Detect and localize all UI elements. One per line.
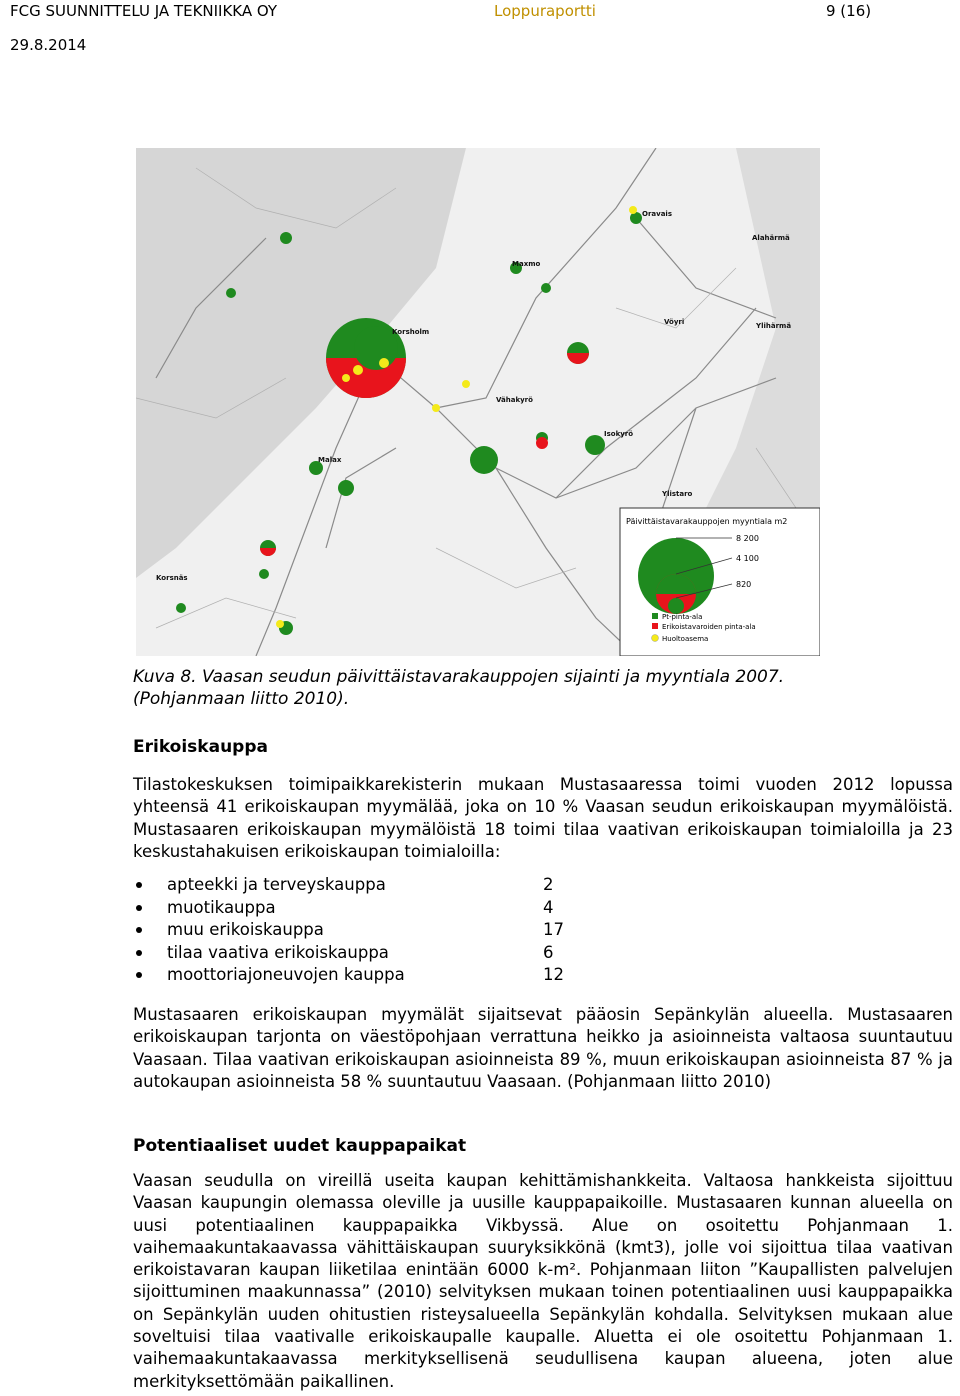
list-item-value: 2 [543, 875, 554, 894]
map-legend [620, 508, 820, 656]
list-item [133, 874, 633, 897]
header-date: 29.8.2014 [10, 36, 87, 54]
list-item-label: apteekki ja terveyskauppa [167, 875, 386, 894]
bullet-icon [136, 905, 142, 911]
place-label: Oravais [642, 210, 672, 218]
legend-scale-value: 8 200 [736, 534, 759, 543]
list-item-value: 17 [543, 920, 564, 939]
bullet-icon [136, 950, 142, 956]
list-item [133, 964, 633, 987]
bullet-icon [136, 882, 142, 888]
place-label: Vöyri [664, 318, 685, 326]
list-item-label: moottoriajoneuvojen kauppa [167, 965, 405, 984]
list-item [133, 897, 633, 920]
place-label: Ylistaro [662, 490, 693, 498]
page-header [0, 0, 960, 60]
store-location-map [136, 148, 820, 656]
map-graphic [136, 148, 820, 656]
caption-line-1: Kuva 8. Vaasan seudun päivittäistavarakauppojen sijainti ja myyntiala 2007. [133, 667, 785, 687]
place-label: Korsnäs [156, 574, 188, 582]
header-organization: FCG SUUNNITTELU JA TEKNIIKKA OY [10, 2, 278, 20]
store-category-list [133, 874, 633, 987]
caption-line-2: (Pohjanmaan liitto 2010). [133, 689, 350, 709]
place-label: Vähakyrö [496, 396, 533, 404]
list-item-label: muu erikoiskauppa [167, 920, 324, 939]
list-item [133, 942, 633, 965]
legend-swatch-erikois [652, 623, 658, 629]
list-item [133, 919, 633, 942]
place-label: Alahärmä [752, 234, 790, 242]
header-document-title: Loppuraportti [494, 2, 596, 20]
list-item-label: muotikauppa [167, 897, 276, 917]
legend-swatch-huolto [652, 635, 659, 642]
legend-title: Päivittäistavarakauppojen myyntiala m2 [626, 517, 788, 526]
place-label: Korsholm [392, 328, 430, 336]
legend-scale-value: 820 [736, 580, 752, 589]
place-label: Isokyrö [604, 430, 634, 438]
paragraph-kauppapaikat-body: Vaasan seudulla on vireillä useita kaupan kehittämishankkeita. Valtaosa hankkeista sijoittuu Vaasan kaupungin olemassa oleville ja uusille kauppapaikoille. Mustasaaren kunnan alueella on uusi potentiaalinen kauppapaikka Vikbyssä. Alue on osoitettu Pohjanmaan 1. vaihemaakuntakaavassa vähittäiskaupan suuryksikkönä (kmt3), jolle voi sijoittua tilaa vaativan erikoistavaran kaupan liiketilaa enintään 6000 k-m². Pohjanmaan liiton ”Kaupallisten palvelujen sijoittuminen maakunnassa” (2010) selvityksen mukaan toinen potentiaalinen uusi kauppapaikka on Sepänkylän uuden ohitustien risteysalueella Sepänkylän kohdalla. Selvityksen mukaan alue soveltuisi tilaa vaativalle erikoiskaupalle kaupalle. Aluetta ei ole osoitettu Pohjanmaan 1. vaihemaakuntakaavassa merkityksellisenä seudullisena kaupan alueena, joten alue merkityksettömään paikallinen. [133, 1171, 953, 1391]
section-heading-kauppapaikat: Potentiaaliset uudet kauppapaikat [133, 1136, 467, 1156]
place-label: Maxmo [512, 260, 541, 268]
place-label: Malax [318, 456, 342, 464]
list-item-value: 4 [543, 897, 554, 917]
legend-item-label: Pt-pinta-ala [662, 613, 703, 621]
list-item-value: 12 [543, 965, 564, 984]
place-label: Ylihärmä [756, 322, 792, 330]
legend-swatch-pt [652, 613, 658, 619]
legend-item-label: Huoltoasema [662, 635, 709, 643]
legend-item-label: Erikoistavaroiden pinta-ala [662, 623, 756, 631]
paragraph-erikoiskauppa-body: Mustasaaren erikoiskaupan myymälät sijaitsevat pääosin Sepänkylän alueella. Mustasaaren erikoiskaupan tarjonta on väestöpohjaan verrattuna heikko ja asioinneista valtaosa suuntautuu Vaasaan. Tilaa vaativan erikoiskaupan asioinneista 89 %, muun erikoiskaupan asioinneista 87 % ja autokaupan asioinneista 58 % suuntautuu Vaasaan. (Pohjanmaan liitto 2010) [133, 1005, 953, 1091]
section-heading-erikoiskauppa: Erikoiskauppa [133, 737, 268, 757]
paragraph-erikoiskauppa-intro: Tilastokeskuksen toimipaikkarekisterin mukaan Mustasaaressa toimi vuoden 2012 lopussa yhteensä 41 erikoiskaupan myymälää, joka on 10 % Vaasan seudun erikoiskaupan myymälöistä. Mustasaaren erikoiskaupan myymälöistä 18 toimi tilaa vaativan erikoiskaupan toimialoilla ja 23 keskustahakuisen erikoiskaupan toimialoilla: [133, 775, 953, 861]
figure-caption [133, 666, 933, 710]
list-item-label: tilaa vaativa erikoiskauppa [167, 942, 389, 962]
legend-scale-value: 4 100 [736, 554, 759, 563]
list-item-value: 6 [543, 942, 554, 962]
bullet-icon [136, 927, 142, 933]
bullet-icon [136, 972, 142, 978]
header-page-number: 9 (16) [826, 2, 872, 20]
